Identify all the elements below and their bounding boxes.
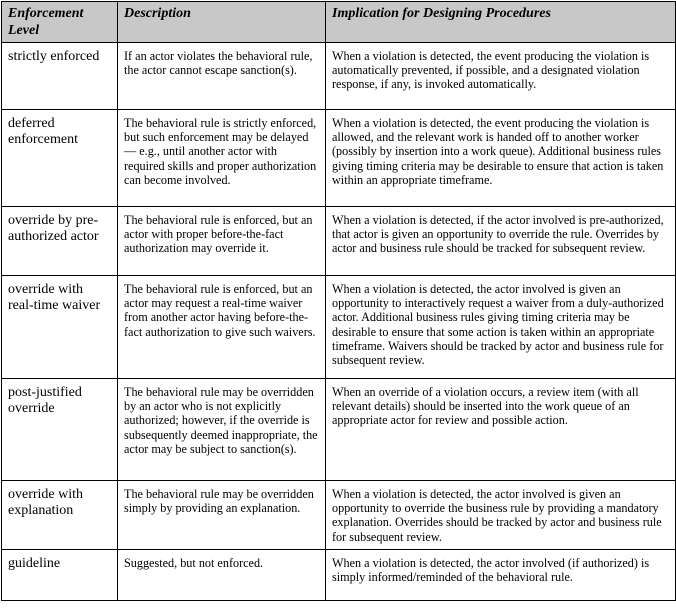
level-cell: override with explanation (2, 481, 118, 550)
implication-cell: When a violation is detected, the actor involved is given an opportunity to interactively request a waiver from a duly-authorized actor. Additional business rules giving timing criteria may be desirable to ensure that some action is taken within an appropriate timeframe. Waivers should be tracked by actor and business rule for subsequent review. (326, 276, 676, 379)
table-row (2, 550, 676, 601)
description-cell: If an actor violates the behavioral rule, the actor cannot escape sanction(s). (118, 43, 326, 110)
level-cell: guideline (2, 550, 118, 601)
header-description: Description (118, 2, 326, 43)
implication-cell: When a violation is detected, if the actor involved is pre-authorized, that actor is given an opportunity to override the rule. Overrides by actor and business rule should be tracked for subsequent review. (326, 207, 676, 276)
table-row (2, 43, 676, 110)
level-cell: override with real-time waiver (2, 276, 118, 379)
implication-cell: When a violation is detected, the event producing the violation is allowed, and the relevant work is handed off to another worker (possibly by insertion into a work queue). Additional business rules giving timing criteria may be desirable to ensure that action is taken within an appropriate timeframe. (326, 110, 676, 207)
level-cell: post-justified override (2, 379, 118, 481)
implication-cell: When a violation is detected, the actor involved is given an opportunity to override the business rule by providing a mandatory explanation. Overrides should be tracked by actor and business rule for subsequent review. (326, 481, 676, 550)
table-row (2, 207, 676, 276)
table-row (2, 276, 676, 379)
table-row (2, 379, 676, 481)
table-row (2, 110, 676, 207)
description-cell: The behavioral rule is enforced, but an actor may request a real-time waiver from another actor having before-the-fact authorization to give such waivers. (118, 276, 326, 379)
level-cell: override by pre-authorized actor (2, 207, 118, 276)
description-cell: Suggested, but not enforced. (118, 550, 326, 601)
description-cell: The behavioral rule may be overridden by an actor who is not explicitly authorized; however, if the override is subsequently deemed inappropriate, the actor may be subject to sanction(s). (118, 379, 326, 481)
level-cell: strictly enforced (2, 43, 118, 110)
header-implication: Implication for Designing Procedures (326, 2, 676, 43)
level-cell: deferred enforcement (2, 110, 118, 207)
description-cell: The behavioral rule may be overridden simply by providing an explanation. (118, 481, 326, 550)
table-row (2, 481, 676, 550)
header-enforcement-level: Enforcement Level (2, 2, 118, 43)
implication-cell: When a violation is detected, the actor involved (if authorized) is simply informed/reminded of the behavioral rule. (326, 550, 676, 601)
description-cell: The behavioral rule is enforced, but an actor with proper before-the-fact authorization may override it. (118, 207, 326, 276)
table-header-row (2, 2, 676, 43)
enforcement-levels-table (1, 1, 676, 601)
implication-cell: When an override of a violation occurs, a review item (with all relevant details) should be inserted into the work queue of an appropriate actor for review and possible action. (326, 379, 676, 481)
implication-cell: When a violation is detected, the event producing the violation is automatically prevented, if possible, and a designated violation response, if any, is invoked automatically. (326, 43, 676, 110)
description-cell: The behavioral rule is strictly enforced, but such enforcement may be delayed — e.g., until another actor with required skills and proper authorization can become involved. (118, 110, 326, 207)
